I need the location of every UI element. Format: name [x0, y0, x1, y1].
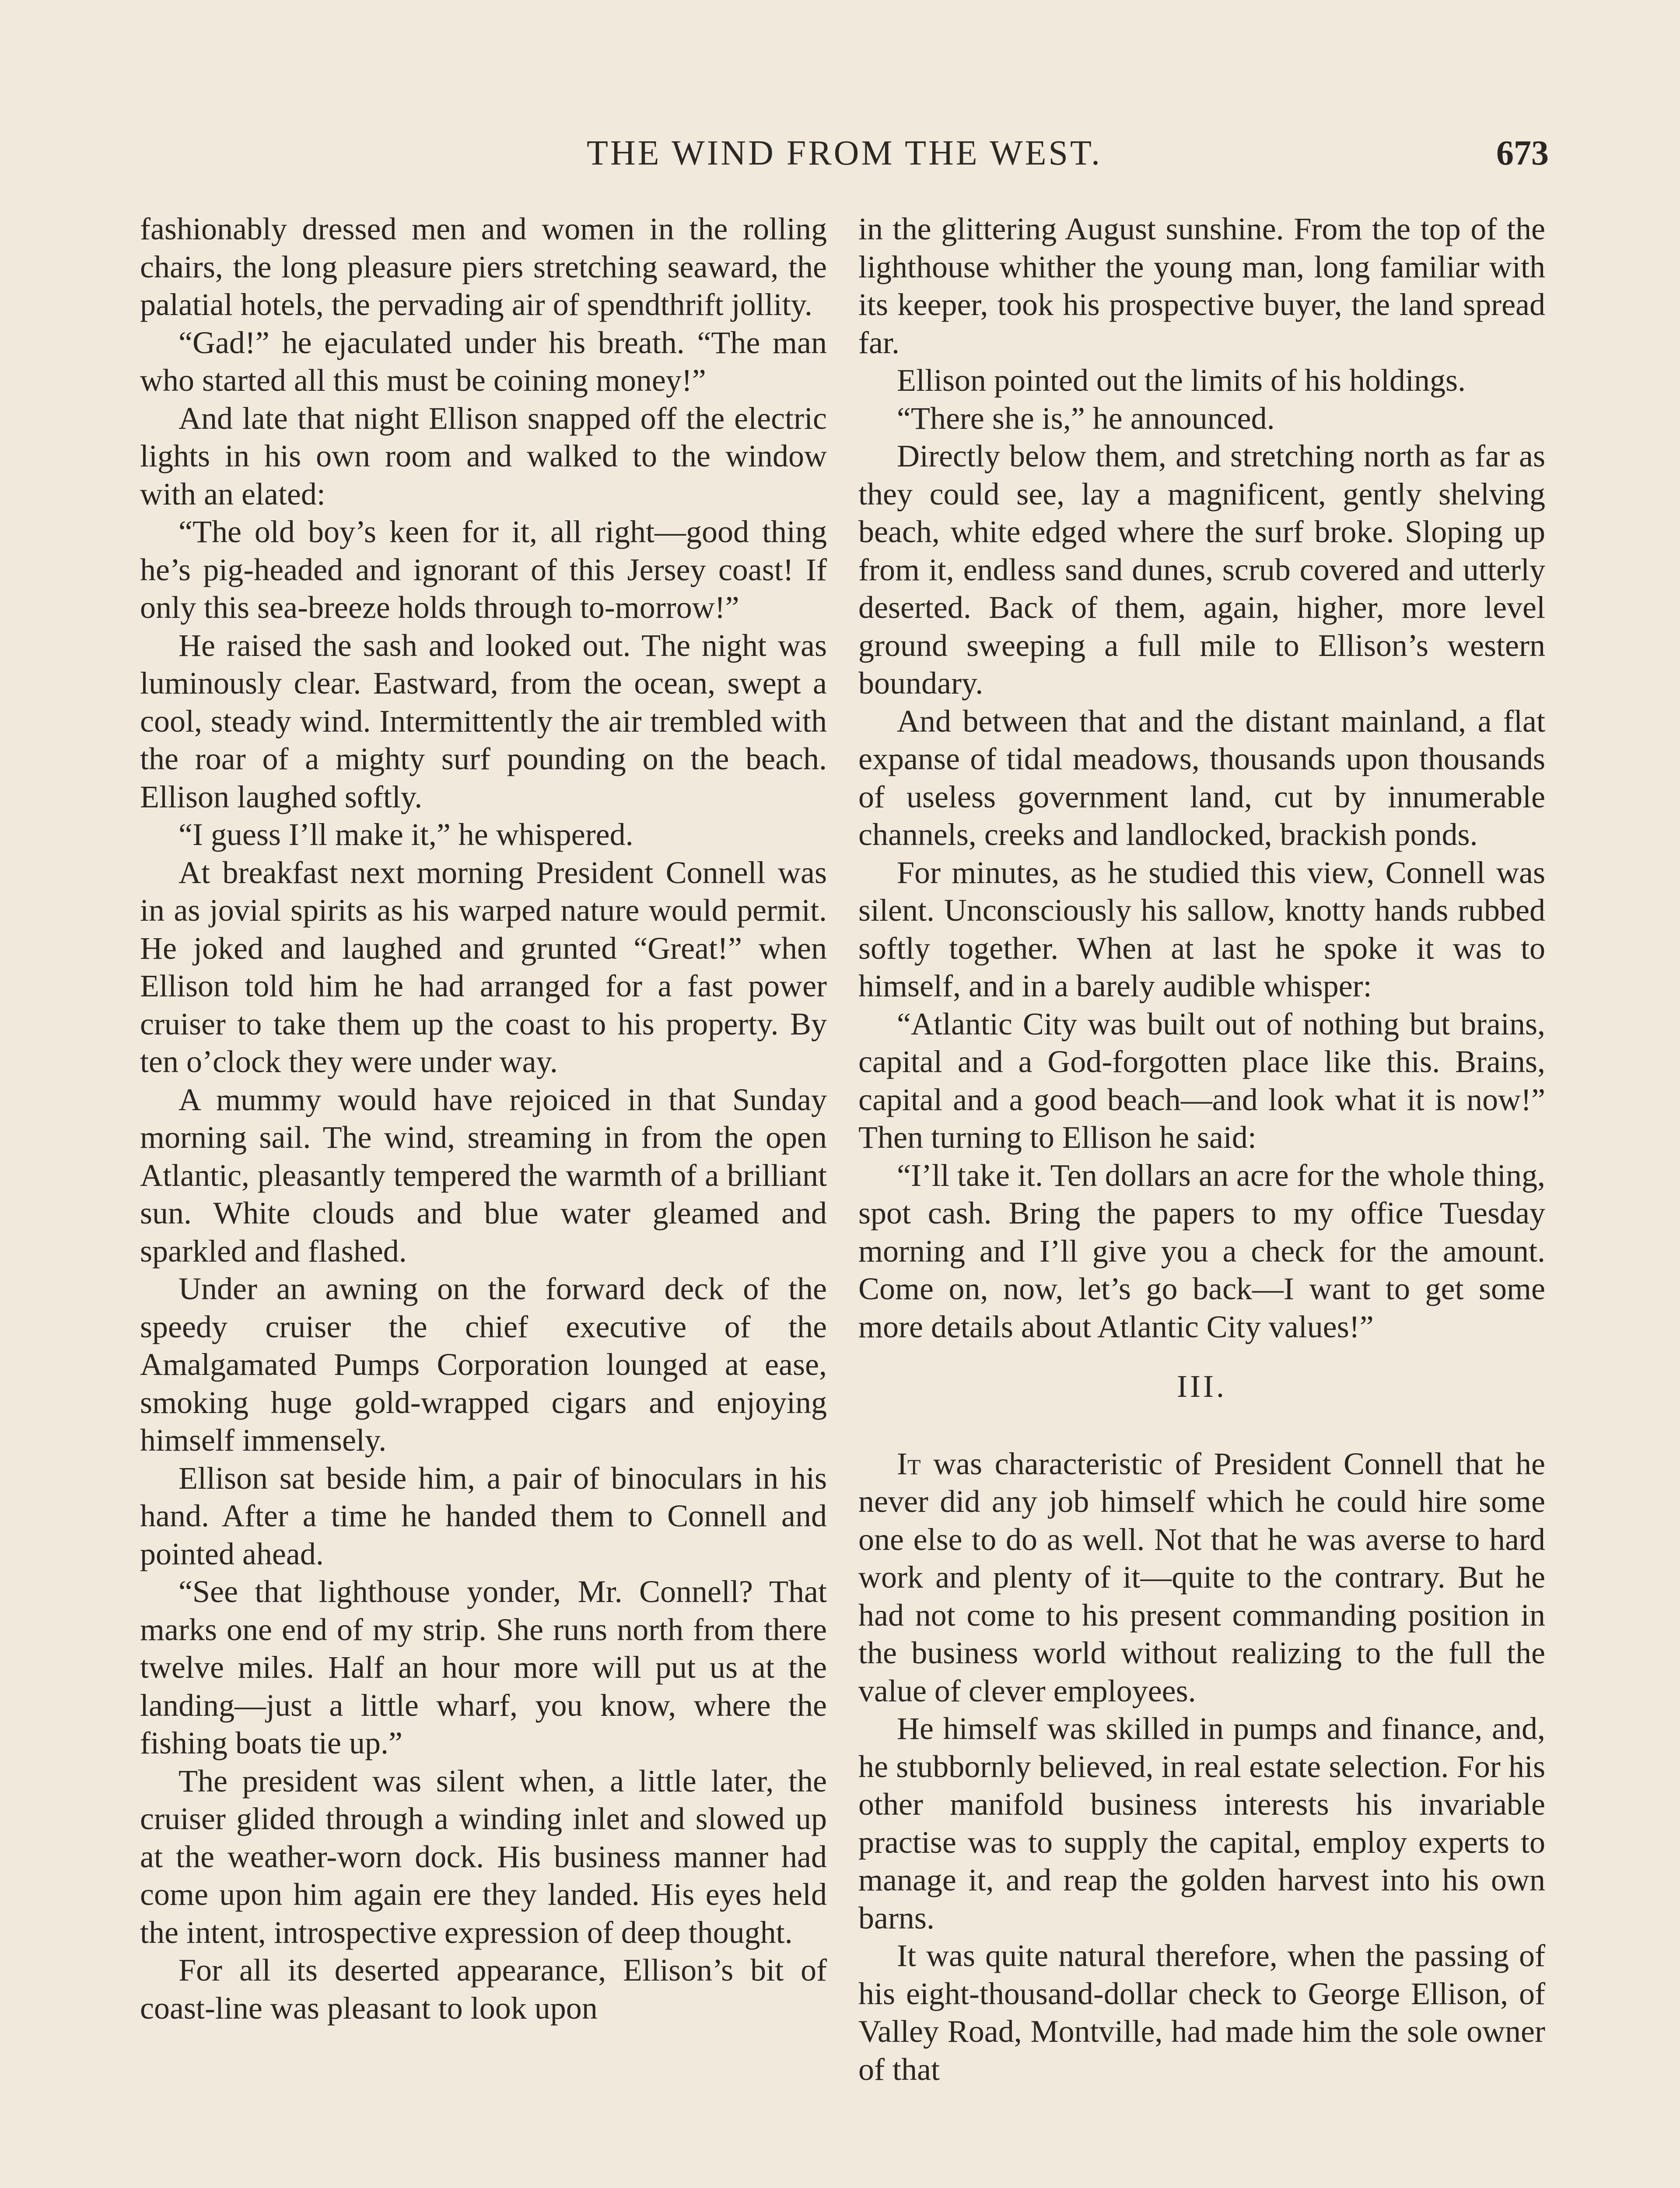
left-column	[140, 210, 827, 2027]
paragraph: fashionably dressed men and women in the rolling chairs, the long pleasure piers stretching seaward, the palatial hotels, the pervading air of spendthrift jollity.	[140, 211, 827, 322]
paragraph: “Gad!” he ejaculated under his breath. “The man who started all this must be coining money!”	[140, 325, 827, 398]
paragraph: For all its deserted appearance, Ellison’s bit of coast-line was pleasant to look upon	[140, 1953, 827, 2026]
paragraph: Under an awning on the forward deck of the speedy cruiser the chief executive of the Amalgamated Pumps Corporation lounged at ease, smoking huge gold-wrapped cigars and enjoying himself immensely.	[140, 1271, 827, 1458]
paragraph: in the glittering August sunshine. From the top of the lighthouse whither the young man, long familiar with its keeper, took his prospective buyer, the land spread far.	[858, 211, 1545, 360]
section-heading: III.	[1177, 1369, 1227, 1404]
paragraph: Ellison pointed out the limits of his holdings.	[897, 363, 1466, 398]
paragraph: Ellison sat beside him, a pair of binoculars in his hand. After a time he handed them to Connell and pointed ahead.	[140, 1460, 827, 1571]
paragraph: “There she is,” he announced.	[897, 400, 1275, 436]
paragraph: The president was silent when, a little later, the cruiser glided through a winding inlet and slowed up at the weather-worn dock. His business manner had come upon him again ere they landed. His eyes held the intent, introspective expression of deep thought.	[140, 1763, 827, 1950]
paragraph: “The old boy’s keen for it, all right—good thing he’s pig-headed and ignorant of this Jersey coast! If only this sea-breeze holds through to-morrow!”	[140, 514, 827, 625]
paragraph: And between that and the distant mainland, a flat expanse of tidal meadows, thousands upon thousands of useless government land, cut by innumerable channels, creeks and landlocked, brackish ponds.	[858, 703, 1545, 852]
right-column	[858, 210, 1545, 2088]
paragraph	[858, 1445, 1545, 1710]
paragraph: “See that lighthouse yonder, Mr. Connell? That marks one end of my strip. She runs north from there twelve miles. Half an hour more will put us at the landing—just a little wharf, you know, where the fishing boats tie up.”	[140, 1574, 827, 1760]
running-title: THE WIND FROM THE WEST.	[587, 134, 1102, 172]
page-number: 673	[1496, 134, 1549, 172]
paragraph: A mummy would have rejoiced in that Sunday morning sail. The wind, streaming in from the open Atlantic, pleasantly tempered the warmth of a brilliant sun. White clouds and blue water gleamed and sparkled and flashed.	[140, 1082, 827, 1269]
paragraph: He himself was skilled in pumps and finance, and, he stubbornly believed, in real estate selection. For his other manifold business interests his invariable practise was to supply the capital, employ experts to manage it, and reap the golden harvest into his own barns.	[858, 1711, 1545, 1936]
paragraph: “I’ll take it. Ten dollars an acre for the whole thing, spot cash. Bring the papers to my office Tuesday morning and I’ll give you a check for the amount. Come on, now, let’s go back—I want to get some more details about Atlantic City values!”	[858, 1157, 1545, 1344]
paragraph: For minutes, as he studied this view, Connell was silent. Unconsciously his sallow, knotty hands rubbed softly together. When at last he spoke it was to himself, and in a barely audible whisper:	[858, 855, 1545, 1003]
paragraph: It was quite natural therefore, when the passing of his eight-thousand-dollar check to George Ellison, of Valley Road, Montville, had made him the sole owner of that	[858, 1938, 1545, 2087]
drop-word: It	[897, 1446, 921, 1481]
paragraph: At breakfast next morning President Connell was in as jovial spirits as his warped nature would permit. He joked and laughed and grunted “Great!” when Ellison told him he had arranged for a fast power cruiser to take them up the coast to his property. By ten o’clock they were under way.	[140, 855, 827, 1079]
paragraph: Directly below them, and stretching north as far as they could see, lay a magnificent, gently shelving beach, white edged where the surf broke. Sloping up from it, endless sand dunes, scrub covered and utterly deserted. Back of them, again, higher, more level ground sweeping a full mile to Ellison’s western boundary.	[858, 438, 1545, 701]
paragraph: He raised the sash and looked out. The night was luminously clear. Eastward, from the ocean, swept a cool, steady wind. Intermittently the air trembled with the roar of a mighty surf pounding on the beach. Ellison laughed softly.	[140, 628, 827, 814]
paragraph: “I guess I’ll make it,” he whispered.	[178, 817, 634, 852]
paragraph-text: was characteristic of President Connell that he never did any job himself which he could hire some one else to do as well. Not that he was averse to hard work and plenty of it—quite to the contrary. But he had not come to his present commanding position in the business world without realizing to the full the value of clever employees.	[858, 1446, 1545, 1708]
paragraph: And late that night Ellison snapped off the electric lights in his own room and walked to the window with an elated:	[140, 400, 827, 512]
paragraph: “Atlantic City was built out of nothing but brains, capital and a God-forgotten place like this. Brains, capital and a good beach—and look what it is now!” Then turning to Ellison he said:	[858, 1006, 1545, 1155]
